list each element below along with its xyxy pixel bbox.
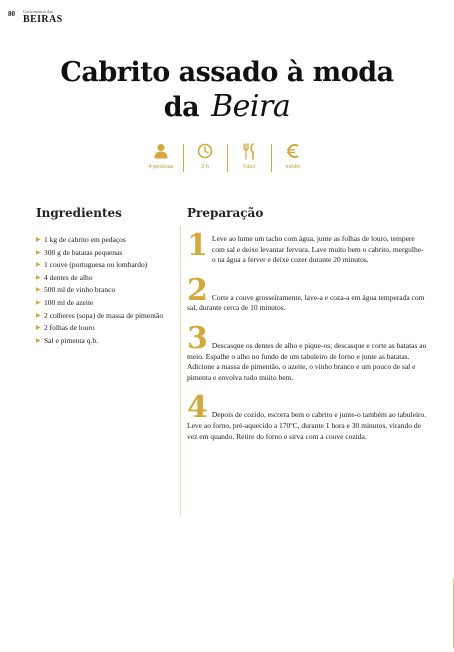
masthead-title: BEIRAS xyxy=(23,14,63,25)
step-number: 2 xyxy=(187,272,208,308)
info-time xyxy=(183,142,227,170)
ingredients-heading: Ingredientes xyxy=(36,206,122,220)
bullet-icon: ▶ xyxy=(36,249,41,256)
bullet-icon: ▶ xyxy=(36,299,41,306)
bullet-icon: ▶ xyxy=(36,237,41,243)
bullet-icon: ▶ xyxy=(36,274,41,281)
ingredient-item: ▶ 500 ml de vinho branco xyxy=(36,284,166,297)
ingredient-item: ▶ 100 ml de azeite xyxy=(36,297,166,310)
preparation-heading: Preparação xyxy=(187,206,264,220)
ingredient-item: ▶ 4 dentes de alho xyxy=(36,272,166,285)
ingredient-item: ▶ Sal e pimenta q.b. xyxy=(36,335,166,348)
recipe-title-prefix: da xyxy=(163,92,200,123)
cutlery-icon xyxy=(238,142,260,160)
info-servings-label: 4 pessoas xyxy=(148,164,174,170)
bullet-icon: ▶ xyxy=(36,337,41,344)
recipe-info-row xyxy=(139,142,315,170)
info-difficulty-label: Fácil xyxy=(243,164,255,170)
info-time-label: 2 h xyxy=(201,164,209,170)
preparation-step xyxy=(187,228,427,266)
ingredients-list xyxy=(36,234,166,347)
euro-icon xyxy=(282,142,304,160)
ingredients-section xyxy=(36,206,166,347)
preparation-section xyxy=(187,206,427,455)
preparation-step xyxy=(187,390,427,442)
step-number: 1 xyxy=(187,228,208,263)
ingredient-item: ▶ 300 g de batatas pequenas xyxy=(36,247,166,260)
person-icon xyxy=(150,142,172,160)
info-cost-label: médio xyxy=(285,164,301,170)
ingredient-item: ▶ 1 kg de cabrito em pedaços xyxy=(36,234,166,247)
step-text: Descasque os dentes de alho e pique-os; descasque e corte as batatas ao meio. Espalhe o alho no fundo de um tabuleiro de forno e junte as batatas. Adicione a massa de pimentão, o azeite, o vinho branco e um pouco de sal e pimenta e envolva tudo muito bem. xyxy=(187,340,427,382)
recipe-title-line1: Cabrito assado à moda xyxy=(60,57,394,88)
recipe-title-script: Beira xyxy=(211,89,291,124)
masthead-logo xyxy=(23,10,63,25)
recipe-title-line2 xyxy=(0,90,454,125)
step-number: 3 xyxy=(187,320,208,356)
info-servings xyxy=(139,142,183,170)
step-text: Corte a couve grosseiramente, lave-a e coza-a em água temperada com sal, durante cerca de 10 minutos. xyxy=(187,292,425,313)
step-text: Leve ao lume um tacho com água, junte as folhas de louro, tempere com sal e deixe levantar fervura. Lave muito bem o cabrito, mergulhe-o na água a ferver e deixe cozer durante 20 minutos. xyxy=(211,234,424,265)
page-number: 80 xyxy=(8,10,15,18)
bullet-icon: ▶ xyxy=(36,262,41,269)
column-divider xyxy=(180,226,181,516)
page-header xyxy=(8,10,63,25)
clock-icon xyxy=(194,142,216,160)
recipe-title xyxy=(0,56,454,125)
bullet-icon: ▶ xyxy=(36,312,41,319)
preparation-step xyxy=(187,320,427,383)
info-cost xyxy=(271,142,315,170)
ingredient-item: ▶ 1 couve (portuguesa ou lombardo) xyxy=(36,259,166,272)
info-difficulty xyxy=(227,142,271,170)
bullet-icon: ▶ xyxy=(36,287,41,294)
masthead-small-text: Gastronomia das xyxy=(23,9,53,14)
step-text: Depois de cozido, escorra bem o cabrito e junte-o também ao tabuleiro. Leve ao forno, pré-aquecido a 170ºC, durante 1 hora e 30 minutos, virando de vez em quando. Retire do forno e sirva com a couve cozida. xyxy=(187,410,427,441)
ingredient-item: ▶ 2 colheres (sopa) de massa de pimentão xyxy=(36,310,166,323)
step-number: 4 xyxy=(187,390,208,426)
bullet-icon: ▶ xyxy=(36,325,41,332)
preparation-step xyxy=(187,272,427,314)
ingredient-item: ▶ 2 folhas de louro xyxy=(36,322,166,335)
